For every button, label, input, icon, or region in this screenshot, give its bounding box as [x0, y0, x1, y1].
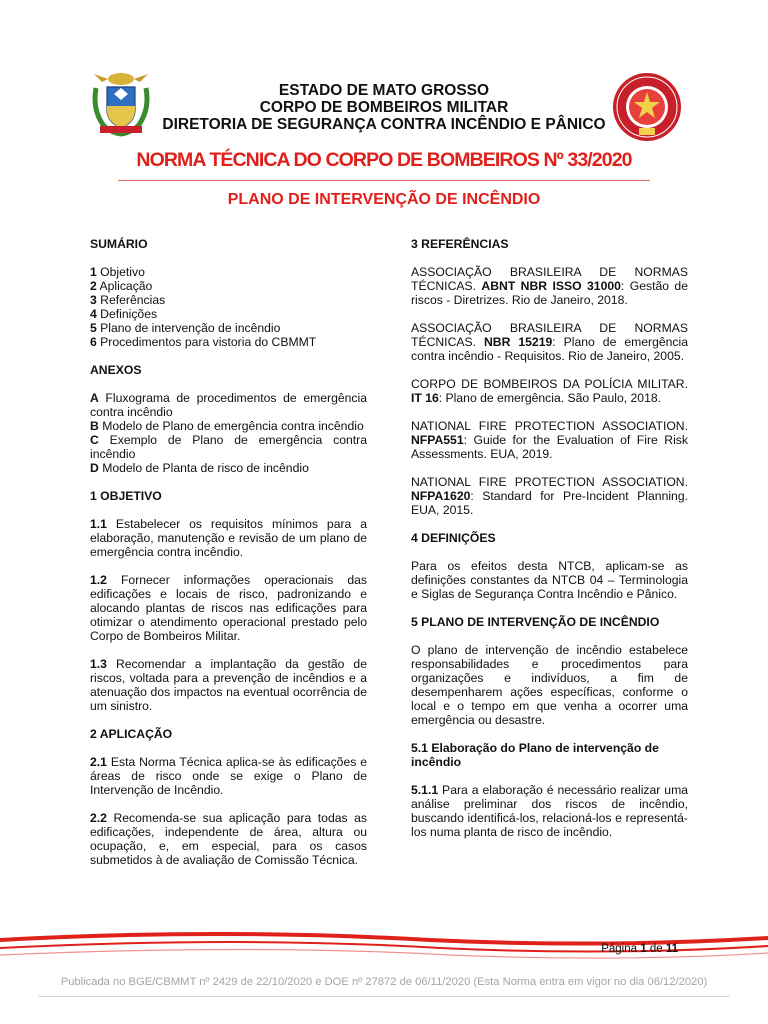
sumario-list — [90, 265, 367, 349]
document-title: PLANO DE INTERVENÇÃO DE INCÊNDIO — [227, 191, 541, 208]
referencias-heading: 3 REFERÊNCIAS — [411, 237, 509, 251]
subsection-paragraph: 5.1.1 Para a elaboração é necessário realizar uma análise preliminar dos riscos de incêndio, buscando identificá-los, relacioná-los e representá-los numa planta de risco de incêndio. — [411, 783, 688, 839]
reference-entry: ASSOCIAÇÃO BRASILEIRA DE NORMAS TÉCNICAS. ABNT NBR ISSO 31000: Gestão de riscos - Diretrizes. Rio de Janeiro, 2018. — [411, 265, 688, 307]
title-divider — [118, 180, 650, 181]
anexo-item: B Modelo de Plano de emergência contra incêndio — [90, 419, 364, 433]
header-state: ESTADO DE MATO GROSSO — [278, 82, 490, 99]
objetivo-paragraph: 1.2 Fornecer informações operacionais das edificações e locais de risco, padronizando e alocando plantas de riscos nas edificações para otimizar o atendimento operacional prestado pelo Corpo de Bombeiros Militar. — [90, 573, 367, 643]
footer-divider — [38, 996, 730, 997]
page-number: Página 1 de 11 — [601, 943, 678, 955]
anexo-item: D Modelo de Planta de risco de incêndio — [90, 461, 309, 475]
sumario-item: 2 Aplicação — [90, 279, 153, 293]
sumario-heading: SUMÁRIO — [90, 237, 148, 251]
objetivo-paragraph: 1.1 Estabelecer os requisitos mínimos para a elaboração, manutenção e revisão de um plano de emergência contra incêndio. — [90, 517, 367, 559]
sumario-item: 5 Plano de intervenção de incêndio — [90, 321, 281, 335]
plano-paragraph: O plano de intervenção de incêndio estabelece responsabilidades e procedimentos para organizações e indivíduos, a fim de desempenharem ações específicas, conforme o local e o tempo em que venha a ocorrer uma emergência ou desastre. — [411, 643, 688, 727]
objetivo-heading: 1 OBJETIVO — [90, 489, 162, 503]
sumario-item: 4 Definições — [90, 307, 158, 321]
anexo-item: C Exemplo de Plano de emergência contra incêndio — [90, 433, 367, 461]
aplicacao-heading: 2 APLICAÇÃO — [90, 727, 173, 741]
reference-entry: NATIONAL FIRE PROTECTION ASSOCIATION. NFPA551: Guide for the Evaluation of Fire Risk Assessments. EUA, 2019. — [411, 419, 688, 461]
sumario-item: 6 Procedimentos para vistoria do CBMMT — [90, 335, 317, 349]
anexo-item: A Fluxograma de procedimentos de emergência contra incêndio — [90, 391, 367, 419]
objetivo-paragraph: 1.3 Recomendar a implantação da gestão de riscos, voltada para a prevenção de incêndios e a atenuação dos impactos na eventual ocorrência de um sinistro. — [90, 657, 367, 713]
aplicacao-paragraph: 2.1 Esta Norma Técnica aplica-se às edificações e áreas de risco onde se exige o Plano de Intervenção de Incêndio. — [90, 755, 367, 797]
plano-heading: 5 PLANO DE INTERVENÇÃO DE INCÊNDIO — [411, 615, 660, 629]
sumario-item: 3 Referências — [90, 293, 166, 307]
anexos-heading: ANEXOS — [90, 363, 142, 377]
norma-title: NORMA TÉCNICA DO CORPO DE BOMBEIROS Nº 33/2020 — [136, 149, 632, 171]
aplicacao-paragraph: 2.2 Recomenda-se sua aplicação para todas as edificações, independente de área, altura ou ocupação, e, em especial, para os casos submetidos à de avaliação de Comissão Técnica. — [90, 811, 367, 867]
definicoes-paragraph: Para os efeitos desta NTCB, aplicam-se as definições constantes da NTCB 04 – Terminologia e Siglas de Segurança Contra Incêndio e Pânico. — [411, 559, 688, 601]
right-column — [411, 237, 688, 839]
header-corps: CORPO DE BOMBEIROS MILITAR — [259, 99, 509, 116]
reference-entry: NATIONAL FIRE PROTECTION ASSOCIATION. NFPA1620: Standard for Pre-Incident Planning. EUA, 2015. — [411, 475, 688, 517]
header-directorate: DIRETORIA DE SEGURANÇA CONTRA INCÊNDIO E PÂNICO — [162, 116, 606, 133]
sumario-item: 1 Objetivo — [90, 265, 145, 279]
institution-header — [0, 82, 768, 133]
reference-entry: ASSOCIAÇÃO BRASILEIRA DE NORMAS TÉCNICAS. NBR 15219: Plano de emergência contra incêndio - Requisitos. Rio de Janeiro, 2005. — [411, 321, 689, 363]
publication-note: Publicada no BGE/CBMMT nº 2429 de 22/10/2020 e DOE nº 27872 de 06/11/2020 (Esta Norma entra em vigor no dia 06/12/2020) — [60, 976, 708, 988]
subsection-heading: 5.1 Elaboração do Plano de intervenção de incêndio — [411, 741, 659, 769]
definicoes-heading: 4 DEFINIÇÕES — [411, 531, 496, 545]
reference-entry: CORPO DE BOMBEIROS DA POLÍCIA MILITAR. IT 16: Plano de emergência. São Paulo, 2018. — [411, 377, 688, 405]
left-column — [90, 237, 367, 867]
